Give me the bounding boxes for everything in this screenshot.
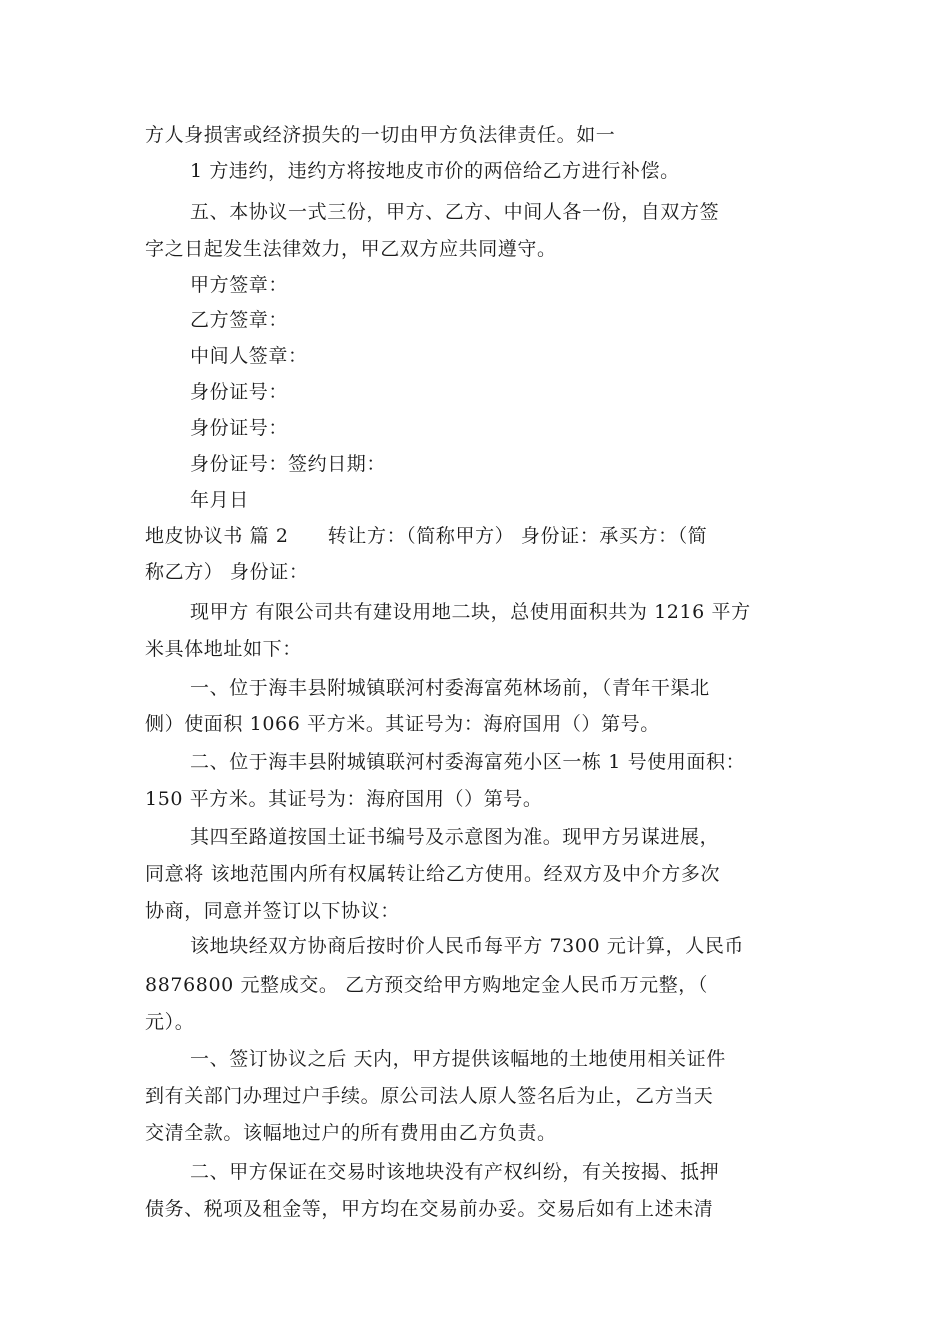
text-line: 年月日: [190, 489, 249, 511]
text-line: 字之日起发生法律效力，甲乙双方应共同遵守。: [145, 238, 557, 260]
text-line: 交清全款。该幅地过户的所有费用由乙方负责。: [145, 1122, 557, 1144]
text-line: 方人身损害或经济损失的一切由甲方负法律责任。如一: [145, 124, 616, 146]
text-line: 该地块经双方协商后按时价人民币每平方 7300 元计算，人民币: [190, 935, 745, 957]
text-line: 元）。: [145, 1011, 195, 1033]
text-line: 一、位于海丰县附城镇联河村委海富苑林场前，（青年干渠北: [190, 677, 710, 699]
text-line: 一、签订协议之后 天内，甲方提供该幅地的土地使用相关证件: [190, 1048, 726, 1070]
text-line: 五、本协议一式三份，甲方、乙方、中间人各一份，自双方签: [190, 201, 720, 223]
text-line: 身份证号：: [190, 381, 289, 403]
text-line: 中间人签章：: [190, 345, 308, 367]
text-line: 到有关部门办理过户手续。原公司法人原人签名后为止，乙方当天: [145, 1085, 714, 1107]
text-line: 其四至路道按国土证书编号及示意图为准。现甲方另谋进展，: [190, 826, 720, 848]
text-line: 侧）使面积 1066 平方米。其证号为：海府国用（）第号。: [145, 713, 660, 735]
text-line: 1 方违约，违约方将按地皮市价的两倍给乙方进行补偿。: [190, 160, 680, 182]
text-line: 二、位于海丰县附城镇联河村委海富苑小区一栋 1 号使用面积：: [190, 751, 746, 773]
text-line: 二、甲方保证在交易时该地块没有产权纠纷，有关按揭、抵押: [190, 1161, 720, 1183]
text-line: 协商，同意并签订以下协议：: [145, 900, 400, 922]
text-line: 债务、税项及租金等，甲方均在交易前办妥。交易后如有上述未清: [145, 1198, 714, 1220]
text-line: 米具体地址如下：: [145, 638, 302, 660]
text-line: 现甲方 有限公司共有建设用地二块，总使用面积共为 1216 平方: [190, 601, 751, 623]
text-line: 地皮协议书 篇 2 转让方：（简称甲方） 身份证：承买方：（简: [145, 525, 708, 547]
text-line: 身份证号：签约日期：: [190, 453, 387, 475]
text-line: 150 平方米。其证号为：海府国用（）第号。: [145, 788, 543, 810]
text-line: 身份证号：: [190, 417, 289, 439]
text-line: 称乙方） 身份证：: [145, 561, 309, 583]
text-line: 甲方签章：: [190, 274, 289, 296]
text-line: 8876800 元整成交。 乙方预交给甲方购地定金人民币万元整，（: [145, 974, 708, 996]
text-line: 乙方签章：: [190, 309, 289, 331]
text-line: 同意将 该地范围内所有权属转让给乙方使用。经双方及中介方多次: [145, 863, 721, 885]
